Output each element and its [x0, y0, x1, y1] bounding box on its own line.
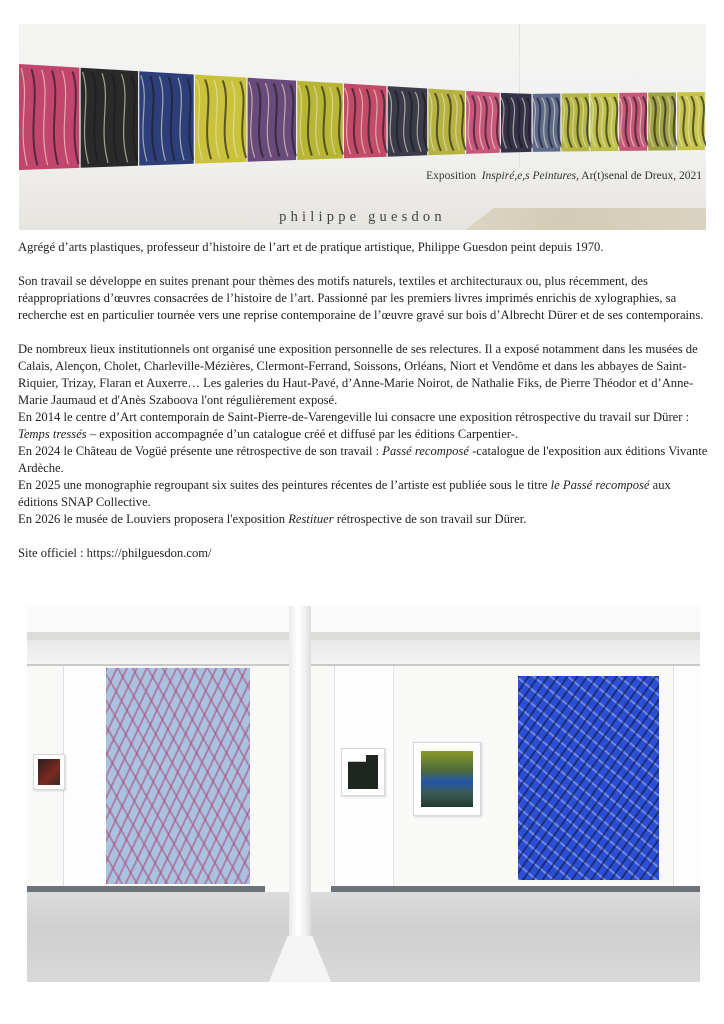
- painting-frieze: [19, 24, 706, 230]
- frieze-panel: [248, 78, 296, 162]
- frieze-panel: [344, 83, 387, 158]
- bio-paragraph-2026: En 2026 le musée de Louviers proposera l'exposition Restituer rétrospective de son travail sur Dürer.: [18, 512, 527, 526]
- frieze-panel: [195, 75, 246, 164]
- frieze-panel: [19, 64, 79, 170]
- exhibition-photo-bottom: [27, 606, 700, 982]
- wall-column: [673, 666, 700, 892]
- ceiling: [27, 606, 700, 632]
- frieze-panel: [533, 94, 561, 152]
- pink-blue-painting: [106, 668, 250, 884]
- frieze-panel: [297, 81, 342, 160]
- bio-paragraph-3: De nombreux lieux institutionnels ont organisé une exposition personnelle de ses relectures. Il a exposé notamment dans les musées de Calais, Alençon, Cholet, Charleville-Mézières, Clermont-Ferrand, Soissons, Orléans, Niort et Vendôme et dans les abbayes de Saint-Riquier, Trizay, Flaran et Auxerre… Les galeries du Haut-Pavé, d’Anne-Marie Noirot, de Nathalie Fiks, de Pierre Théodor et d’Anne-Marie Jaumaud et d'Anès Szaboova l'ont régulièrement exposé.: [18, 342, 698, 407]
- bio-paragraph-2024: En 2024 le Château de Vogüé présente une rétrospective de son travail : Passé recomposé -catalogue de l'exposition aux éditions Vivante Ardèche.: [18, 444, 708, 475]
- framed-painting-green-blue: [413, 742, 481, 816]
- frieze-panel: [590, 93, 618, 151]
- artist-name: philippe guesdon: [279, 209, 446, 225]
- frieze-panel: [648, 92, 676, 150]
- bio-paragraph-1: Agrégé d’arts plastiques, professeur d’histoire de l’art et de pratique artistique, Philippe Guesdon peint depuis 1970.: [18, 240, 604, 254]
- frieze-panel: [388, 86, 428, 157]
- official-site-link[interactable]: Site officiel : https://philguesdon.com/: [18, 546, 212, 560]
- blue-painting: [518, 676, 659, 880]
- frieze-panel: [501, 93, 532, 153]
- frieze-panel: [619, 93, 647, 151]
- small-framed-work: [33, 754, 65, 790]
- frieze-panel: [562, 93, 590, 151]
- wall-column: [63, 666, 107, 890]
- bio-paragraph-2014: En 2014 le centre d’Art contemporain de Saint-Pierre-de-Varengeville lui consacre une exposition rétrospective du travail sur Dürer : Temps tressés – exposition accompagnée d’un catalogue créé et diffusé par les éditions Carpentier-.: [18, 410, 690, 441]
- small-framed-work: [341, 748, 385, 796]
- biography-text: [18, 239, 708, 562]
- frieze-panel: [428, 89, 465, 156]
- frieze-panel: [677, 92, 705, 150]
- frieze-panel: [139, 71, 193, 165]
- exhibition-photo-top: [19, 24, 706, 230]
- white-pillar: [265, 606, 331, 982]
- bio-paragraph-2: Son travail se développe en suites prenant pour thèmes des motifs naturels, textiles et architecturaux ou, plus récemment, des réappropriations d’œuvres consacrées de l’histoire de l’art. Passionné par les premiers livres imprimés enrichis de xylographies, sa recherche est en particulier tournée vers une reprise contemporaine de l’œuvre gravé sur bois d’Albrecht Dürer et de ses contemporains.: [18, 274, 704, 322]
- frieze-panel: [81, 68, 138, 168]
- frieze-panel: [466, 91, 500, 154]
- gallery-floor: [27, 892, 700, 982]
- photo-caption: Exposition Inspiré,e,s Peintures, Ar(t)senal de Dreux, 2021: [426, 170, 702, 182]
- bio-paragraph-2025: En 2025 une monographie regroupant six suites des peintures récentes de l’artiste est publiée sous le titre le Passé recomposé aux éditions SNAP Collective.: [18, 478, 671, 509]
- ceiling-beam: [27, 640, 700, 664]
